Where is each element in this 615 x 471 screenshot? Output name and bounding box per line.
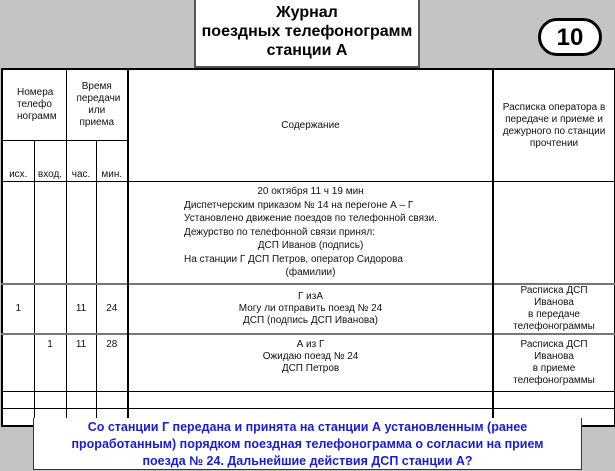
content-line: ДСП Петров — [281, 363, 340, 374]
receipt-line: Расписка ДСП — [520, 339, 588, 350]
cell-incoming — [34, 182, 66, 285]
header-incoming: вход. — [34, 141, 66, 182]
content-line: На станции Г ДСП Петров, оператор Сидорова — [184, 253, 403, 265]
cell-minutes: 24 — [96, 284, 128, 334]
cell-content — [128, 182, 493, 285]
question-line: Со станции Г передана и принята на станции А установленным (ранее — [87, 420, 528, 434]
table-row — [2, 182, 615, 285]
header-receipt: Расписка оператора в передаче и приеме и дежурного по станции прочтении — [493, 69, 615, 182]
header-hours: час. — [66, 141, 96, 182]
cell-minutes — [96, 182, 128, 285]
header-outgoing: исх. — [2, 141, 34, 182]
content-line: Могу ли отправить поезд № 24 — [238, 303, 383, 314]
content-line: ДСП (подпись ДСП Иванова) — [243, 315, 378, 326]
question-line: поезда № 24. Дальнейшие действия ДСП станции А? — [142, 454, 473, 468]
question-line: проработанным) порядком поездная телефонограмма о согласии на прием — [71, 437, 544, 451]
cell-incoming: 1 — [34, 334, 66, 392]
content-line: (фамилии) — [285, 267, 336, 279]
header-content: Содержание — [128, 69, 493, 182]
cell-incoming — [34, 284, 66, 334]
table-row-empty — [2, 392, 615, 409]
telephonogram-journal-table — [1, 68, 615, 427]
cell-outgoing — [2, 182, 34, 285]
cell-receipt — [493, 334, 615, 392]
table-row — [2, 284, 615, 334]
content-line: 20 октября 11 ч 19 мин — [257, 186, 364, 198]
cell-outgoing — [2, 334, 34, 392]
cell-receipt — [493, 182, 615, 285]
cell-outgoing: 1 — [2, 284, 34, 334]
cell-minutes: 28 — [96, 334, 128, 392]
content-line: Ожидаю поезд № 24 — [262, 351, 359, 362]
title-line: Журнал — [276, 4, 338, 21]
header-minutes: мин. — [96, 141, 128, 182]
receipt-line: Иванова — [534, 351, 574, 362]
content-line: ДСП Иванов (подпись) — [257, 240, 364, 252]
cell-empty — [2, 409, 34, 427]
header-time: Время передачи или приема — [66, 69, 128, 141]
content-line: Диспетчерским приказом № 14 на перегоне А – Г — [184, 199, 414, 211]
receipt-line: Иванова — [534, 297, 574, 308]
question-box — [33, 418, 582, 470]
cell-empty — [2, 392, 34, 409]
cell-content — [128, 334, 493, 392]
receipt-line: телефонограммы — [513, 375, 595, 386]
receipt-line: в передаче — [528, 309, 580, 320]
slide-number-badge: 10 — [538, 18, 602, 56]
receipt-line: Расписка ДСП — [520, 285, 588, 296]
title-line: станции А — [266, 42, 348, 59]
content-line: А из Г — [296, 339, 325, 350]
content-line: Г изА — [297, 291, 324, 302]
receipt-line: телефонограммы — [513, 321, 595, 332]
cell-hours: 11 — [66, 284, 96, 334]
cell-hours — [66, 182, 96, 285]
cell-hours: 11 — [66, 334, 96, 392]
header-row — [2, 69, 615, 141]
cell-content — [128, 284, 493, 334]
title-line: поездных телефонограмм — [201, 23, 413, 40]
cell-empty — [66, 392, 96, 409]
receipt-line: в приеме — [532, 363, 576, 374]
cell-receipt — [493, 284, 615, 334]
journal-title — [194, 0, 420, 68]
content-line: Дежурство по телефонной связи принял: — [184, 226, 375, 238]
content-line: Установлено движение поездов по телефонной связи. — [184, 213, 437, 225]
table-row — [2, 334, 615, 392]
cell-empty — [128, 392, 493, 409]
cell-empty — [493, 392, 615, 409]
cell-empty — [96, 392, 128, 409]
cell-empty — [34, 392, 66, 409]
header-numbers: Номера телефо нограмм — [2, 69, 66, 141]
